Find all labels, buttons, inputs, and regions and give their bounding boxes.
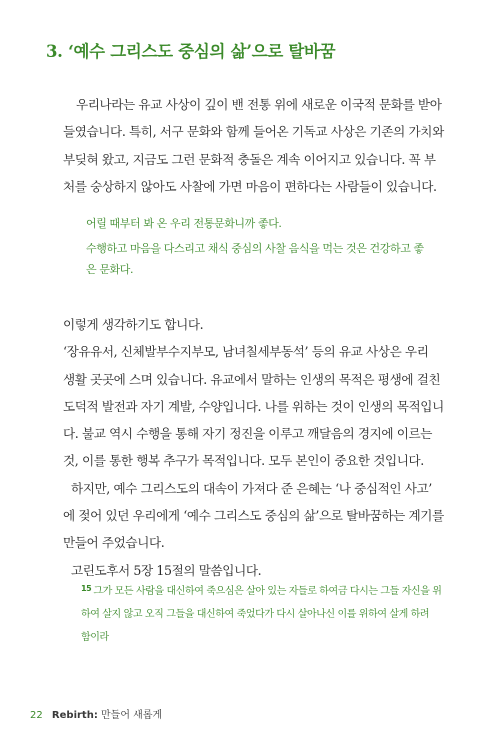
paragraph-1: [63, 91, 443, 200]
book-title: [52, 710, 162, 721]
paragraph-1-line: 들였습니다. 특히, 서구 문화와 함께 들어온 기독교 사상은 기존의 가치와: [63, 124, 444, 140]
paragraph-2-line: ‘장유유서, 신체발부수지부모, 남녀칠세부동석’ 등의 유교 사상은 우리: [63, 344, 429, 360]
section-heading: 3. ‘예수 그리스도 중심의 삶’으로 탈바꿈: [46, 42, 336, 61]
page-number: 22: [30, 710, 43, 721]
paragraph-1-line: 처를 숭상하지 않아도 사찰에 가면 마음이 편하다는 사람들이 있습니다.: [63, 178, 437, 194]
paragraph-2-line: 다. 불교 역시 수행을 통해 자기 정진을 이루고 깨달음의 경지에 이르는: [63, 426, 433, 442]
paragraph-2-line: 이렇게 생각하기도 합니다.: [63, 317, 204, 332]
book-title-rest: 만들어 새롭게: [97, 710, 163, 721]
verse-line: 함이라: [81, 632, 109, 643]
paragraph-1-line: 부딪혀 왔고, 지금도 그런 문화적 충돌은 계속 이어지고 있습니다. 꼭 부: [63, 151, 436, 167]
paragraph-2-line: 도덕적 발전과 자기 계발, 수양입니다. 나를 위하는 것이 인생의 목적입니: [63, 398, 444, 414]
verse-line: [81, 577, 443, 603]
quote-block: [86, 213, 440, 281]
paragraph-2-line: 에 젖어 있던 우리에게 ‘예수 그리스도 중심의 삶’으로 탈바꿈하는 계기를: [63, 508, 444, 524]
verse-number: 15: [81, 584, 92, 593]
paragraph-2-line: 만들어 주었습니다.: [63, 535, 165, 551]
book-title-bold: Rebirth:: [51, 710, 98, 721]
paragraph-2: [63, 311, 443, 584]
verse-line: 하여 살지 않고 오직 그들을 대신하여 죽었다가 다시 살아나신 이를 위하여 살게 하려: [81, 609, 430, 620]
verse-text: 그가 모든 사람을 대신하여 죽으심은 살아 있는 자들로 하여금 다시는 그들 자신을 위: [93, 586, 442, 597]
page-footer: [30, 706, 162, 721]
quote-line: 수행하고 마음을 다스리고 채식 중심의 사찰 음식을 먹는 것은 건강하고 좋: [86, 241, 424, 255]
paragraph-2-line: 하지만, 예수 그리스도의 대속이 가져다 준 은혜는 ‘나 중심적인 사고’: [71, 480, 432, 496]
paragraph-2-line: 것, 이를 통한 행복 추구가 목적입니다. 모두 본인이 중요한 것입니다.: [63, 453, 424, 469]
paragraph-1-line: 우리나라는 유교 사상이 깊이 밴 전통 위에 새로운 이국적 문화를 받아: [76, 97, 442, 112]
quote-line: 어릴 때부터 봐 온 우리 전통문화니까 좋다.: [86, 217, 282, 230]
quote-line: 은 문화다.: [86, 263, 134, 276]
paragraph-2-line: 고린도후서 5장 15절의 말씀입니다.: [71, 562, 262, 578]
verse-block: [81, 577, 443, 649]
paragraph-2-line: 생활 곳곳에 스며 있습니다. 유교에서 말하는 인생의 목적은 평생에 걸친: [63, 371, 441, 387]
